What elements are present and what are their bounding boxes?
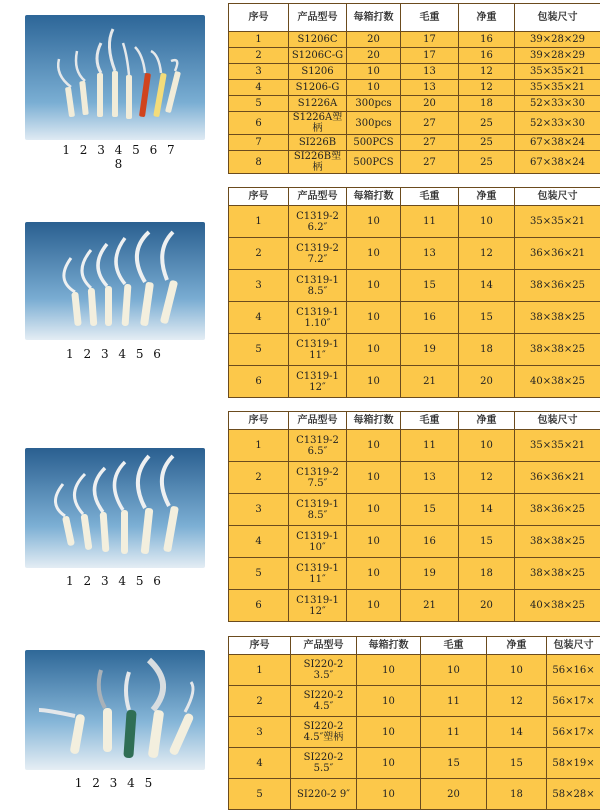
cell-net-weight: 18: [459, 334, 515, 366]
table-row: [229, 779, 600, 810]
cell-per-box: 10: [357, 655, 421, 686]
table-header-row: [229, 637, 600, 655]
cell-net-weight: 15: [459, 302, 515, 334]
cell-gross-weight: 17: [401, 48, 459, 64]
spec-table-3: [228, 411, 600, 622]
table-row: [229, 462, 600, 494]
cell-per-box: 10: [347, 366, 401, 398]
header-gross-weight: 毛重: [401, 4, 459, 32]
header-model: 产品型号: [289, 188, 347, 206]
table-row: [229, 430, 600, 462]
cell-per-box: 10: [347, 206, 401, 238]
cell-index: 8: [229, 151, 289, 174]
cell-net-weight: 12: [459, 462, 515, 494]
table-row: [229, 151, 600, 174]
table-row: [229, 655, 600, 686]
cell-model: C1319-1 8.5″: [289, 494, 347, 526]
cell-gross-weight: 21: [401, 366, 459, 398]
cell-per-box: 300pcs: [347, 96, 401, 112]
table-row: [229, 206, 600, 238]
cell-per-box: 10: [347, 558, 401, 590]
table-row: [229, 558, 600, 590]
cell-model: C1319-1 12″: [289, 366, 347, 398]
header-per-box: 每箱打数: [347, 4, 401, 32]
cell-package-size: 67×38×24: [515, 135, 600, 151]
table-row: [229, 48, 600, 64]
table-row: [229, 526, 600, 558]
cell-per-box: 10: [357, 748, 421, 779]
photo-3-number-labels: 1 2 3 4 5 6: [65, 574, 165, 588]
table-header-row: [229, 4, 600, 32]
cell-net-weight: 10: [459, 430, 515, 462]
cell-package-size: 52×33×30: [515, 96, 600, 112]
cell-gross-weight: 11: [421, 717, 487, 748]
cell-gross-weight: 11: [401, 206, 459, 238]
cell-index: 3: [229, 494, 289, 526]
cell-gross-weight: 13: [401, 64, 459, 80]
cell-per-box: 10: [347, 334, 401, 366]
cell-per-box: 20: [347, 48, 401, 64]
table-row: [229, 748, 600, 779]
cell-model: C1319-1 1.10″: [289, 302, 347, 334]
cell-model: C1319-1 10″: [289, 526, 347, 558]
cell-model: C1319-2 6.5″: [289, 430, 347, 462]
cell-index: 3: [229, 64, 289, 80]
cell-gross-weight: 11: [401, 430, 459, 462]
cell-model: SI220-2 5.5″: [291, 748, 357, 779]
cell-net-weight: 18: [459, 96, 515, 112]
cell-model: S1206C: [289, 32, 347, 48]
cell-net-weight: 18: [487, 779, 547, 810]
cell-per-box: 10: [347, 430, 401, 462]
product-photo-2: [25, 222, 205, 340]
cell-per-box: 10: [347, 590, 401, 622]
header-model: 产品型号: [289, 4, 347, 32]
cell-per-box: 10: [347, 80, 401, 96]
cell-index: 2: [229, 462, 289, 494]
header-gross-weight: 毛重: [421, 637, 487, 655]
header-package-size: 包装尺寸: [515, 412, 600, 430]
cell-model: C1319-2 6.2″: [289, 206, 347, 238]
photo-1-number-labels: 1 2 3 4 5 6 7 8: [60, 143, 180, 171]
cell-model: SI220-2 3.5″: [291, 655, 357, 686]
cell-gross-weight: 19: [401, 558, 459, 590]
table-row: [229, 494, 600, 526]
cell-net-weight: 10: [487, 655, 547, 686]
cell-model: C1319-2 7.5″: [289, 462, 347, 494]
cell-index: 6: [229, 366, 289, 398]
cell-per-box: 10: [347, 494, 401, 526]
cell-package-size: 38×38×25: [515, 302, 600, 334]
cell-model: C1319-1 11″: [289, 558, 347, 590]
header-index: 序号: [229, 188, 289, 206]
cell-model: S1226A: [289, 96, 347, 112]
cell-package-size: 38×36×25: [515, 494, 600, 526]
cell-gross-weight: 20: [401, 96, 459, 112]
cell-index: 1: [229, 430, 289, 462]
header-per-box: 每箱打数: [357, 637, 421, 655]
cell-model: C1319-1 8.5″: [289, 270, 347, 302]
cell-gross-weight: 11: [421, 686, 487, 717]
cell-package-size: 67×38×24: [515, 151, 600, 174]
cell-gross-weight: 17: [401, 32, 459, 48]
cell-gross-weight: 21: [401, 590, 459, 622]
table-row: [229, 270, 600, 302]
spec-table-4: [228, 636, 600, 810]
cell-net-weight: 12: [487, 686, 547, 717]
cell-index: 4: [229, 526, 289, 558]
cell-index: 4: [229, 302, 289, 334]
cell-per-box: 20: [347, 32, 401, 48]
cell-net-weight: 20: [459, 590, 515, 622]
cell-package-size: 40×38×25: [515, 366, 600, 398]
header-index: 序号: [229, 4, 289, 32]
cell-package-size: 38×38×25: [515, 334, 600, 366]
photo-4-number-labels: 1 2 3 4 5: [70, 776, 160, 790]
cell-net-weight: 15: [459, 526, 515, 558]
header-gross-weight: 毛重: [401, 188, 459, 206]
cell-gross-weight: 19: [401, 334, 459, 366]
cell-net-weight: 20: [459, 366, 515, 398]
cell-net-weight: 15: [487, 748, 547, 779]
cell-per-box: 10: [347, 270, 401, 302]
cell-net-weight: 12: [459, 238, 515, 270]
cell-index: 7: [229, 135, 289, 151]
header-package-size: 包装尺寸: [515, 188, 600, 206]
cell-model: C1319-1 12″: [289, 590, 347, 622]
cell-gross-weight: 16: [401, 302, 459, 334]
cell-index: 2: [229, 48, 289, 64]
cell-index: 1: [229, 206, 289, 238]
cell-gross-weight: 13: [401, 462, 459, 494]
cell-model: S1226A塑柄: [289, 112, 347, 135]
cell-per-box: 500PCS: [347, 135, 401, 151]
header-per-box: 每箱打数: [347, 188, 401, 206]
product-photo-3: [25, 448, 205, 568]
table-row: [229, 302, 600, 334]
cell-per-box: 10: [357, 686, 421, 717]
cell-index: 6: [229, 112, 289, 135]
cell-package-size: 35×35×21: [515, 430, 600, 462]
cell-net-weight: 16: [459, 32, 515, 48]
header-package-size: 包装尺寸: [515, 4, 600, 32]
cell-package-size: 35×35×21: [515, 80, 600, 96]
cell-gross-weight: 10: [421, 655, 487, 686]
cell-per-box: 10: [347, 64, 401, 80]
cell-model: SI226B: [289, 135, 347, 151]
cell-package-size: 38×36×25: [515, 270, 600, 302]
header-package-size: 包装尺寸: [547, 637, 600, 655]
cell-package-size: 35×35×21: [515, 64, 600, 80]
cell-net-weight: 14: [487, 717, 547, 748]
table-header-row: [229, 412, 600, 430]
cell-net-weight: 25: [459, 151, 515, 174]
cell-gross-weight: 16: [401, 526, 459, 558]
cell-net-weight: 10: [459, 206, 515, 238]
table-row: [229, 135, 600, 151]
cell-package-size: 38×38×25: [515, 526, 600, 558]
cell-model: SI220-2 4.5″塑柄: [291, 717, 357, 748]
table-row: [229, 64, 600, 80]
cell-package-size: 56×16×: [547, 655, 600, 686]
cell-per-box: 10: [347, 462, 401, 494]
cell-package-size: 52×33×30: [515, 112, 600, 135]
cell-package-size: 58×19×: [547, 748, 600, 779]
header-per-box: 每箱打数: [347, 412, 401, 430]
header-index: 序号: [229, 412, 289, 430]
cell-model: S1206C-G: [289, 48, 347, 64]
cell-package-size: 35×35×21: [515, 206, 600, 238]
cell-net-weight: 18: [459, 558, 515, 590]
cell-gross-weight: 27: [401, 135, 459, 151]
cell-model: C1319-2 7.2″: [289, 238, 347, 270]
cell-per-box: 10: [357, 717, 421, 748]
table-header-row: [229, 188, 600, 206]
cell-net-weight: 14: [459, 494, 515, 526]
table-row: [229, 80, 600, 96]
cell-per-box: 10: [347, 302, 401, 334]
header-gross-weight: 毛重: [401, 412, 459, 430]
cell-index: 5: [229, 96, 289, 112]
cell-package-size: 58×28×: [547, 779, 600, 810]
cell-index: 3: [229, 270, 289, 302]
cell-index: 2: [229, 238, 289, 270]
cell-index: 1: [229, 32, 289, 48]
cell-index: 3: [229, 717, 291, 748]
cell-index: 1: [229, 655, 291, 686]
table-row: [229, 112, 600, 135]
product-photo-4: [25, 650, 205, 770]
cell-index: 4: [229, 80, 289, 96]
table-row: [229, 238, 600, 270]
header-index: 序号: [229, 637, 291, 655]
cell-net-weight: 12: [459, 64, 515, 80]
cell-package-size: 40×38×25: [515, 590, 600, 622]
cell-model: SI220-2 9″: [291, 779, 357, 810]
cell-package-size: 36×36×21: [515, 238, 600, 270]
cell-index: 5: [229, 558, 289, 590]
cell-net-weight: 25: [459, 135, 515, 151]
cell-net-weight: 16: [459, 48, 515, 64]
header-net-weight: 净重: [459, 4, 515, 32]
cell-index: 5: [229, 334, 289, 366]
cell-package-size: 38×38×25: [515, 558, 600, 590]
cell-package-size: 56×17×: [547, 717, 600, 748]
table-row: [229, 686, 600, 717]
cell-gross-weight: 13: [401, 80, 459, 96]
cell-gross-weight: 15: [401, 494, 459, 526]
table-row: [229, 717, 600, 748]
header-net-weight: 净重: [459, 188, 515, 206]
cell-package-size: 36×36×21: [515, 462, 600, 494]
spec-table-2: [228, 187, 600, 398]
cell-per-box: 10: [347, 526, 401, 558]
cell-index: 2: [229, 686, 291, 717]
cell-per-box: 300pcs: [347, 112, 401, 135]
cell-gross-weight: 20: [421, 779, 487, 810]
cell-gross-weight: 15: [401, 270, 459, 302]
cell-net-weight: 14: [459, 270, 515, 302]
cell-net-weight: 12: [459, 80, 515, 96]
header-net-weight: 净重: [487, 637, 547, 655]
cell-per-box: 10: [347, 238, 401, 270]
cell-gross-weight: 15: [421, 748, 487, 779]
cell-model: C1319-1 11″: [289, 334, 347, 366]
cell-model: SI226B塑柄: [289, 151, 347, 174]
cell-model: SI220-2 4.5″: [291, 686, 357, 717]
cell-index: 5: [229, 779, 291, 810]
cell-index: 6: [229, 590, 289, 622]
cell-gross-weight: 27: [401, 112, 459, 135]
cell-package-size: 56×17×: [547, 686, 600, 717]
cell-model: S1206-G: [289, 80, 347, 96]
cell-per-box: 10: [357, 779, 421, 810]
table-row: [229, 590, 600, 622]
cell-model: S1206: [289, 64, 347, 80]
header-model: 产品型号: [291, 637, 357, 655]
cell-index: 4: [229, 748, 291, 779]
table-row: [229, 96, 600, 112]
cell-package-size: 39×28×29: [515, 48, 600, 64]
cell-package-size: 39×28×29: [515, 32, 600, 48]
product-photo-1: [25, 15, 205, 140]
cell-net-weight: 25: [459, 112, 515, 135]
cell-gross-weight: 27: [401, 151, 459, 174]
table-row: [229, 32, 600, 48]
cell-gross-weight: 13: [401, 238, 459, 270]
spec-table-1: [228, 3, 600, 174]
table-row: [229, 334, 600, 366]
header-model: 产品型号: [289, 412, 347, 430]
photo-2-number-labels: 1 2 3 4 5 6: [65, 347, 165, 361]
table-row: [229, 366, 600, 398]
cell-per-box: 500PCS: [347, 151, 401, 174]
header-net-weight: 净重: [459, 412, 515, 430]
